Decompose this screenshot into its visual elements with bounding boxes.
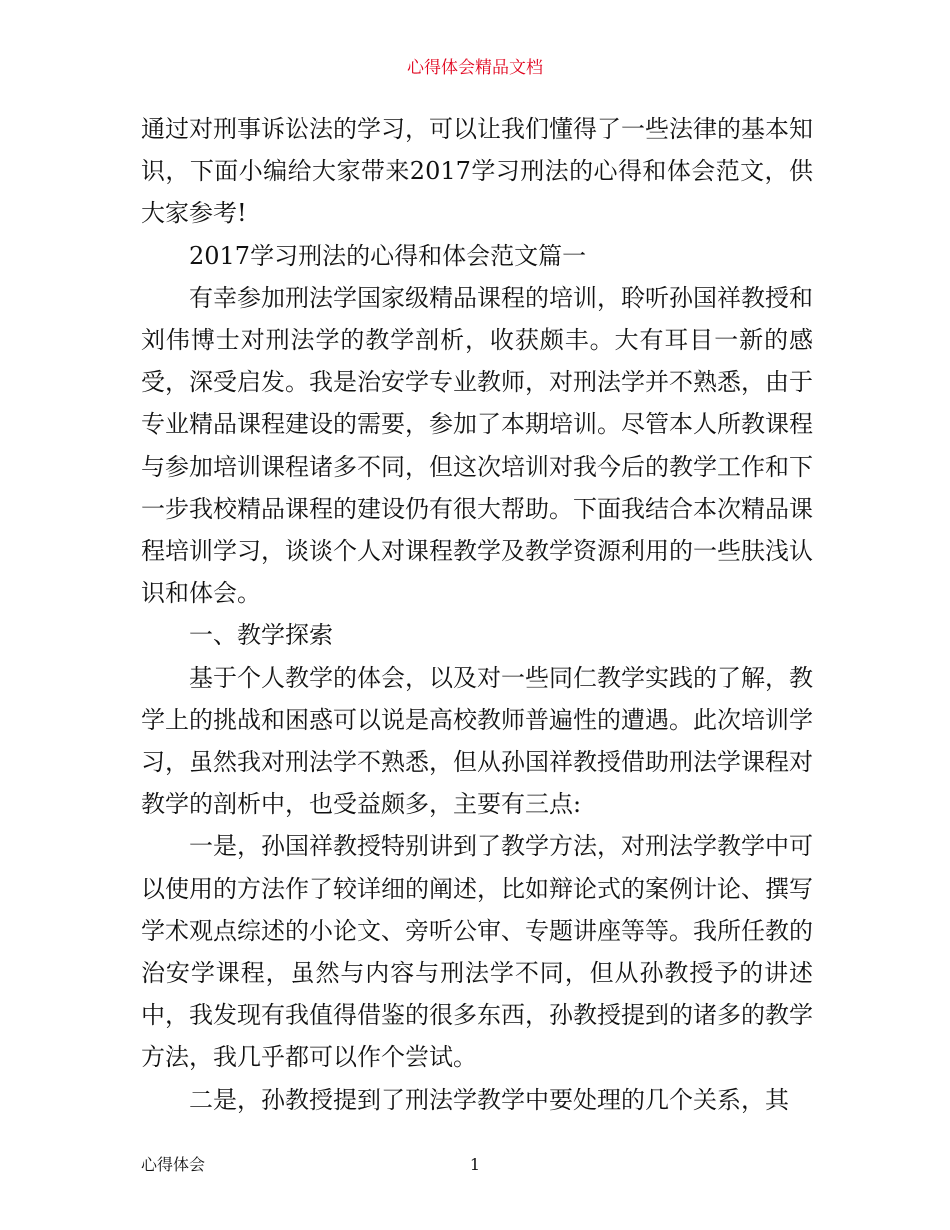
section-heading: 一、教学探索 xyxy=(189,621,333,650)
document-header-title: 心得体会精品文档 xyxy=(407,58,543,78)
body-paragraph: 二是，孙教授提到了刑法学教学中要处理的几个关系，其 xyxy=(189,1085,789,1114)
section-title: 2017学习刑法的心得和体会范文篇一 xyxy=(189,241,587,270)
body-paragraph: 有幸参加刑法学国家级精品课程的培训，聆听孙国祥教授和刘伟博士对刑法学的教学剖析，收获颇丰。大有耳目一新的感受，深受启发。我是治安学专业教师，对刑法学并不熟悉，由于专业精品课程建设的需要，参加了本期培训。尽管本人所教课程与参加培训课程诸多不同，但这次培训对我今后的教学工作和下一步我校精品课程的建设仍有很大帮助。下面我结合本次精品课程培训学习，谈谈个人对课程教学及教学资源利用的一些肤浅认识和体会。 xyxy=(141,283,813,608)
body-paragraph: 一是，孙国祥教授特别讲到了教学方法，对刑法学教学中可以使用的方法作了较详细的阐述，比如辩论式的案例计论、撰写学术观点综述的小论文、旁听公审、专题讲座等等。我所任教的治安学课程，虽然与内容与刑法学不同，但从孙教授予的讲述中，我发现有我值得借鉴的很多东西，孙教授提到的诸多的教学方法，我几乎都可以作个尝试。 xyxy=(141,832,813,1072)
intro-paragraph: 通过对刑事诉讼法的学习，可以让我们懂得了一些法律的基本知识，下面小编给大家带来2017学习刑法的心得和体会范文，供大家参考! xyxy=(141,115,813,228)
body-paragraph: 基于个人教学的体会，以及对一些同仁教学实践的了解，教学上的挑战和困惑可以说是高校教师普遍性的遭遇。此次培训学习，虽然我对刑法学不熟悉，但从孙国祥教授借助刑法学课程对教学的剖析中，也受益颇多，主要有三点: xyxy=(141,663,813,819)
footer-label: 心得体会 xyxy=(141,1155,206,1174)
document-body xyxy=(141,108,813,1121)
page-number: 1 xyxy=(469,1155,481,1174)
